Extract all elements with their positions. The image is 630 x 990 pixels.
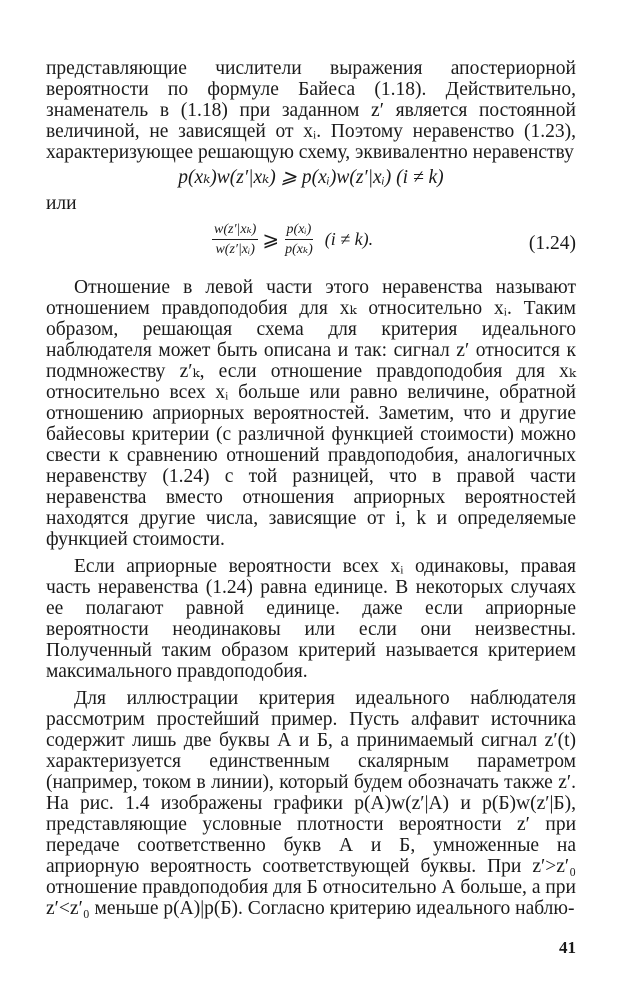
relation-sign: ⩾ <box>262 229 280 251</box>
fraction-numerator: p(xᵢ) <box>285 221 314 240</box>
page-number: 41 <box>559 938 576 957</box>
connector-text: или <box>46 193 77 214</box>
intro-paragraph: представляющие числители выражения апостериорной вероятности по формуле Байеса (1.18). Действительно, знаменатель в (1.18) при заданном z′ является постоянной величиной, не зависящей от xᵢ. Поэтому неравенство (1.23), характеризующее решающую схему, эквивалентно неравенству <box>46 58 576 163</box>
equation-number: (1.24) <box>528 233 576 254</box>
formula-inequality: p(xₖ)w(z′|xₖ) ⩾ p(xᵢ)w(z′|xᵢ) (i ≠ k) <box>178 167 444 188</box>
likelihood-ratio-fraction <box>212 221 258 258</box>
fraction-denominator: p(xₖ) <box>285 242 313 257</box>
likelihood-ratio-inequality <box>212 221 373 258</box>
fraction-numerator: w(z′|xₖ) <box>212 221 258 240</box>
fraction-denominator: w(z′|xᵢ) <box>215 242 255 257</box>
paragraph-example: Для иллюстрации критерия идеального наблюдателя рассмотрим простейший пример. Пусть алфавит источника содержит лишь две буквы А и Б, а принимаемый сигнал z′(t) характеризуется единственным скалярным параметром (например, током в линии), который будем обозначать также z′. На рис. 1.4 изображены графики p(А)w(z′|А) и p(Б)w(z′|Б), представляющие условные плотности вероятности z′ при передаче соответственно букв А и Б, умноженные на априорную вероятность соответствующей буквы. При z′>z′₀ отношение правдоподобия для Б относительно А больше, а при z′<z′₀ меньше p(А)|p(Б). Согласно критерию идеального наблю- <box>46 688 576 919</box>
equation-1-24 <box>46 215 576 271</box>
prior-ratio-fraction <box>283 221 315 258</box>
paragraph-likelihood-ratio: Отношение в левой части этого неравенства называют отношением правдоподобия для xₖ относительно xᵢ. Таким образом, решающая схема для критерия идеального наблюдателя может быть описана и так: сигнал z′ относится к подмножеству z′ₖ, если отношение правдоподобия для xₖ относительно всех xᵢ больше или равно величине, обратной отношению априорных вероятностей. Заметим, что и другие байесовы критерии (с различной функцией стоимости) можно свести к сравнению отношений правдоподобия, аналогичных неравенству (1.24) с той разницей, что в правой части неравенства вместо отношения априорных вероятностей находятся другие числа, зависящие от i, k и определяемые функцией стоимости. <box>46 277 576 550</box>
paragraph-maximum-likelihood: Если априорные вероятности всех xᵢ одинаковы, правая часть неравенства (1.24) равна единице. В некоторых случаях ее полагают равной единице. даже если априорные вероятности неодинаковы или если они неизвестны. Полученный таким образом критерий называется критерием максимального правдоподобия. <box>46 556 576 682</box>
inequality-condition: (i ≠ k). <box>324 229 374 249</box>
book-page <box>46 58 576 978</box>
